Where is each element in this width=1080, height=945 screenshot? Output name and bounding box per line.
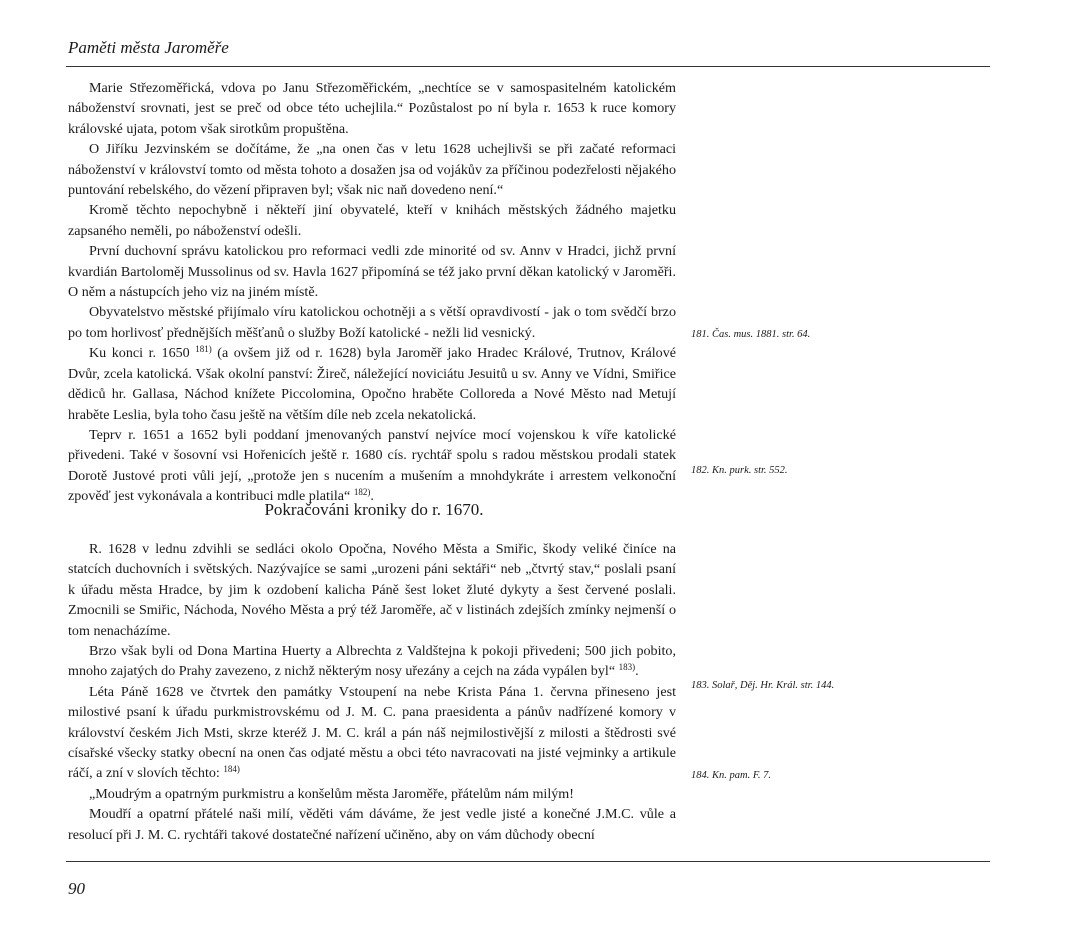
paragraph-text: Léta Páně 1628 ve čtvrtek den památky Vstoupení na nebe Krista Pána 1. června přineseno jest milostivé psaní k úřadu purkmistrovskému od J. M. C. pana praesidenta a pánův nadřízené komory v království českém Jich Msti, skrze kteréž J. M. C. král a pán náš nejmilostivější z milosti a štědrosti své císařské všecky statky obecní na onen čas odjaté městu a obci této navracovati na jisté vejminky a artikule ráčí, a zní v slovích těchto: — [68, 683, 676, 782]
footer-rule — [66, 861, 990, 862]
paragraph: R. 1628 v lednu zdvihli se sedláci okolo Opočna, Nového Města a Smiřic, škody veliké činíce na statcích duchovních i světských. Nazývajíce se sami „urozeni páni sektáři“ neb „čtvrtý stav,“ poslali psaní k úřadu města Hradce, by jim k ozdobení kalicha Páně šest loket žluté dykyty a šest červené poslali. Zmocnili se Smiřic, Náchoda, Nového Města a prý též Jaroměře, ač v listinách zdejších zmínky nejmenší o tom nenacházíme. — [68, 541, 676, 639]
margin-note-183: 183. Solař, Děj. Hr. Král. str. 144. — [691, 680, 835, 691]
margin-note-184: 184. Kn. pam. F. 7. — [691, 770, 772, 781]
paragraph: „Moudrým a opatrným purkmistru a konšelům města Jaroměře, přátelům nám milým! — [89, 785, 574, 802]
text-block-1 — [68, 78, 676, 507]
footnote-ref: 182) — [353, 487, 371, 498]
header-rule — [66, 66, 990, 67]
page-number: 90 — [68, 879, 85, 898]
footnote-ref: 184) — [223, 764, 240, 775]
paragraph-text: . — [635, 663, 639, 680]
footnote-ref: 181) — [195, 344, 212, 355]
margin-note-181: 181. Čas. mus. 1881. str. 64. — [691, 329, 811, 340]
footnote-ref: 183) — [618, 662, 636, 673]
paragraph: Marie Střezoměřická, vdova po Janu Střezoměřickém, „nechtíce se v samospasitelném katolickém náboženství srovnati, jest se preč od obce této uchejlila.“ Pozůstalost po ní byla r. 1653 k ruce komory královské ujata, potom však sirotkům propuštěna. — [68, 80, 676, 137]
paragraph: Moudří a opatrní přátelé naši milí, věděti vám dáváme, že jest vedle jisté a konečné J.M.C. vůle a resolucí při J. M. C. rychtáři takové dostatečné nařízení učiněno, aby on vám důchody obecní — [68, 806, 676, 843]
paragraph-text: Ku konci r. 1650 — [89, 345, 190, 362]
paragraph-text: Brzo však byli od Dona Martina Huerty a Albrechta z Valdštejna k pokoji přivedeni; 500 jich pobito, mnoho zajatých do Prahy zavezeno, z nichž některým nosy uřezány a cejch na záda vypálen byl“ — [68, 643, 676, 680]
paragraph — [68, 343, 676, 425]
paragraph: Obyvatelstvo městské přijímalo víru katolickou ochotněji a s větší opravdivostí - jak o tom svědčí brzo po tom horlivosť přednějších měšťanů o služby Boží katolické - nežli lid vesnický. — [68, 304, 676, 341]
section-heading: Pokračováni kroniky do r. 1670. — [264, 500, 484, 519]
paragraph — [68, 425, 676, 507]
paragraph-text: (a ovšem již od r. 1628) byla Jaroměř jako Hradec Králové, Trutnov, Králové Dvůr, zcela katolická. Však okolní panství: Žireč, náležející noviciátu Jesuitů u sv. Anny ve Vídni, Smiřice dědiců hr. Gallasa, Náchod knížete Piccolomina, Opočno hraběte Colloreda a Nové Město nad Metují hraběte Leslia, byla toho času ještě na větším díle neb zcela nekatolická. — [68, 345, 676, 423]
margin-note-182: 182. Kn. purk. str. 552. — [691, 465, 788, 476]
paragraph: První duchovní správu katolickou pro reformaci vedli zde minorité od sv. Annv v Hradci, jichž první kvardián Bartoloměj Mussolinus od sv. Havla 1627 připomíná se též jako první děkan katolický v Jaroměři. O něm a nástupcích jeho viz na jiném místě. — [68, 243, 676, 301]
paragraph: O Jiříku Jezvinském se dočítáme, že „na onen čas v letu 1628 uchejlivši se při začaté reformaci náboženství v království tomto od města tohoto a dosažen jsa od vojákův za příčinou podezřelosti nějakého puntování rebelského, do vězení připraven byl; však nic naň dovedeno není.“ — [68, 141, 676, 199]
paragraph-text: Teprv r. 1651 a 1652 byli poddaní jmenovaných panství nejvíce mocí vojenskou k víře katolické přivedeni. Také v šosovní vsi Hořenicích ještě r. 1680 cís. rychtář spolu s radou městskou prodali statek Dorotě Justové proti vůli její, „protože jen s nucením a mušením a mnohdykráte i arrestem velkonoční zpověď jest vykonávala a kontribuci mdle platila“ — [68, 426, 676, 505]
text-block-2 — [68, 539, 676, 845]
paragraph — [68, 682, 676, 784]
paragraph: Kromě těchto nepochybně i někteří jiní obyvatelé, kteří v knihách městských žádného majetku zapsaného neměli, po náboženství odešli. — [68, 202, 676, 239]
paragraph — [68, 641, 676, 682]
paragraph-text: . — [370, 488, 374, 505]
running-head: Paměti města Jaroměře — [68, 38, 229, 57]
